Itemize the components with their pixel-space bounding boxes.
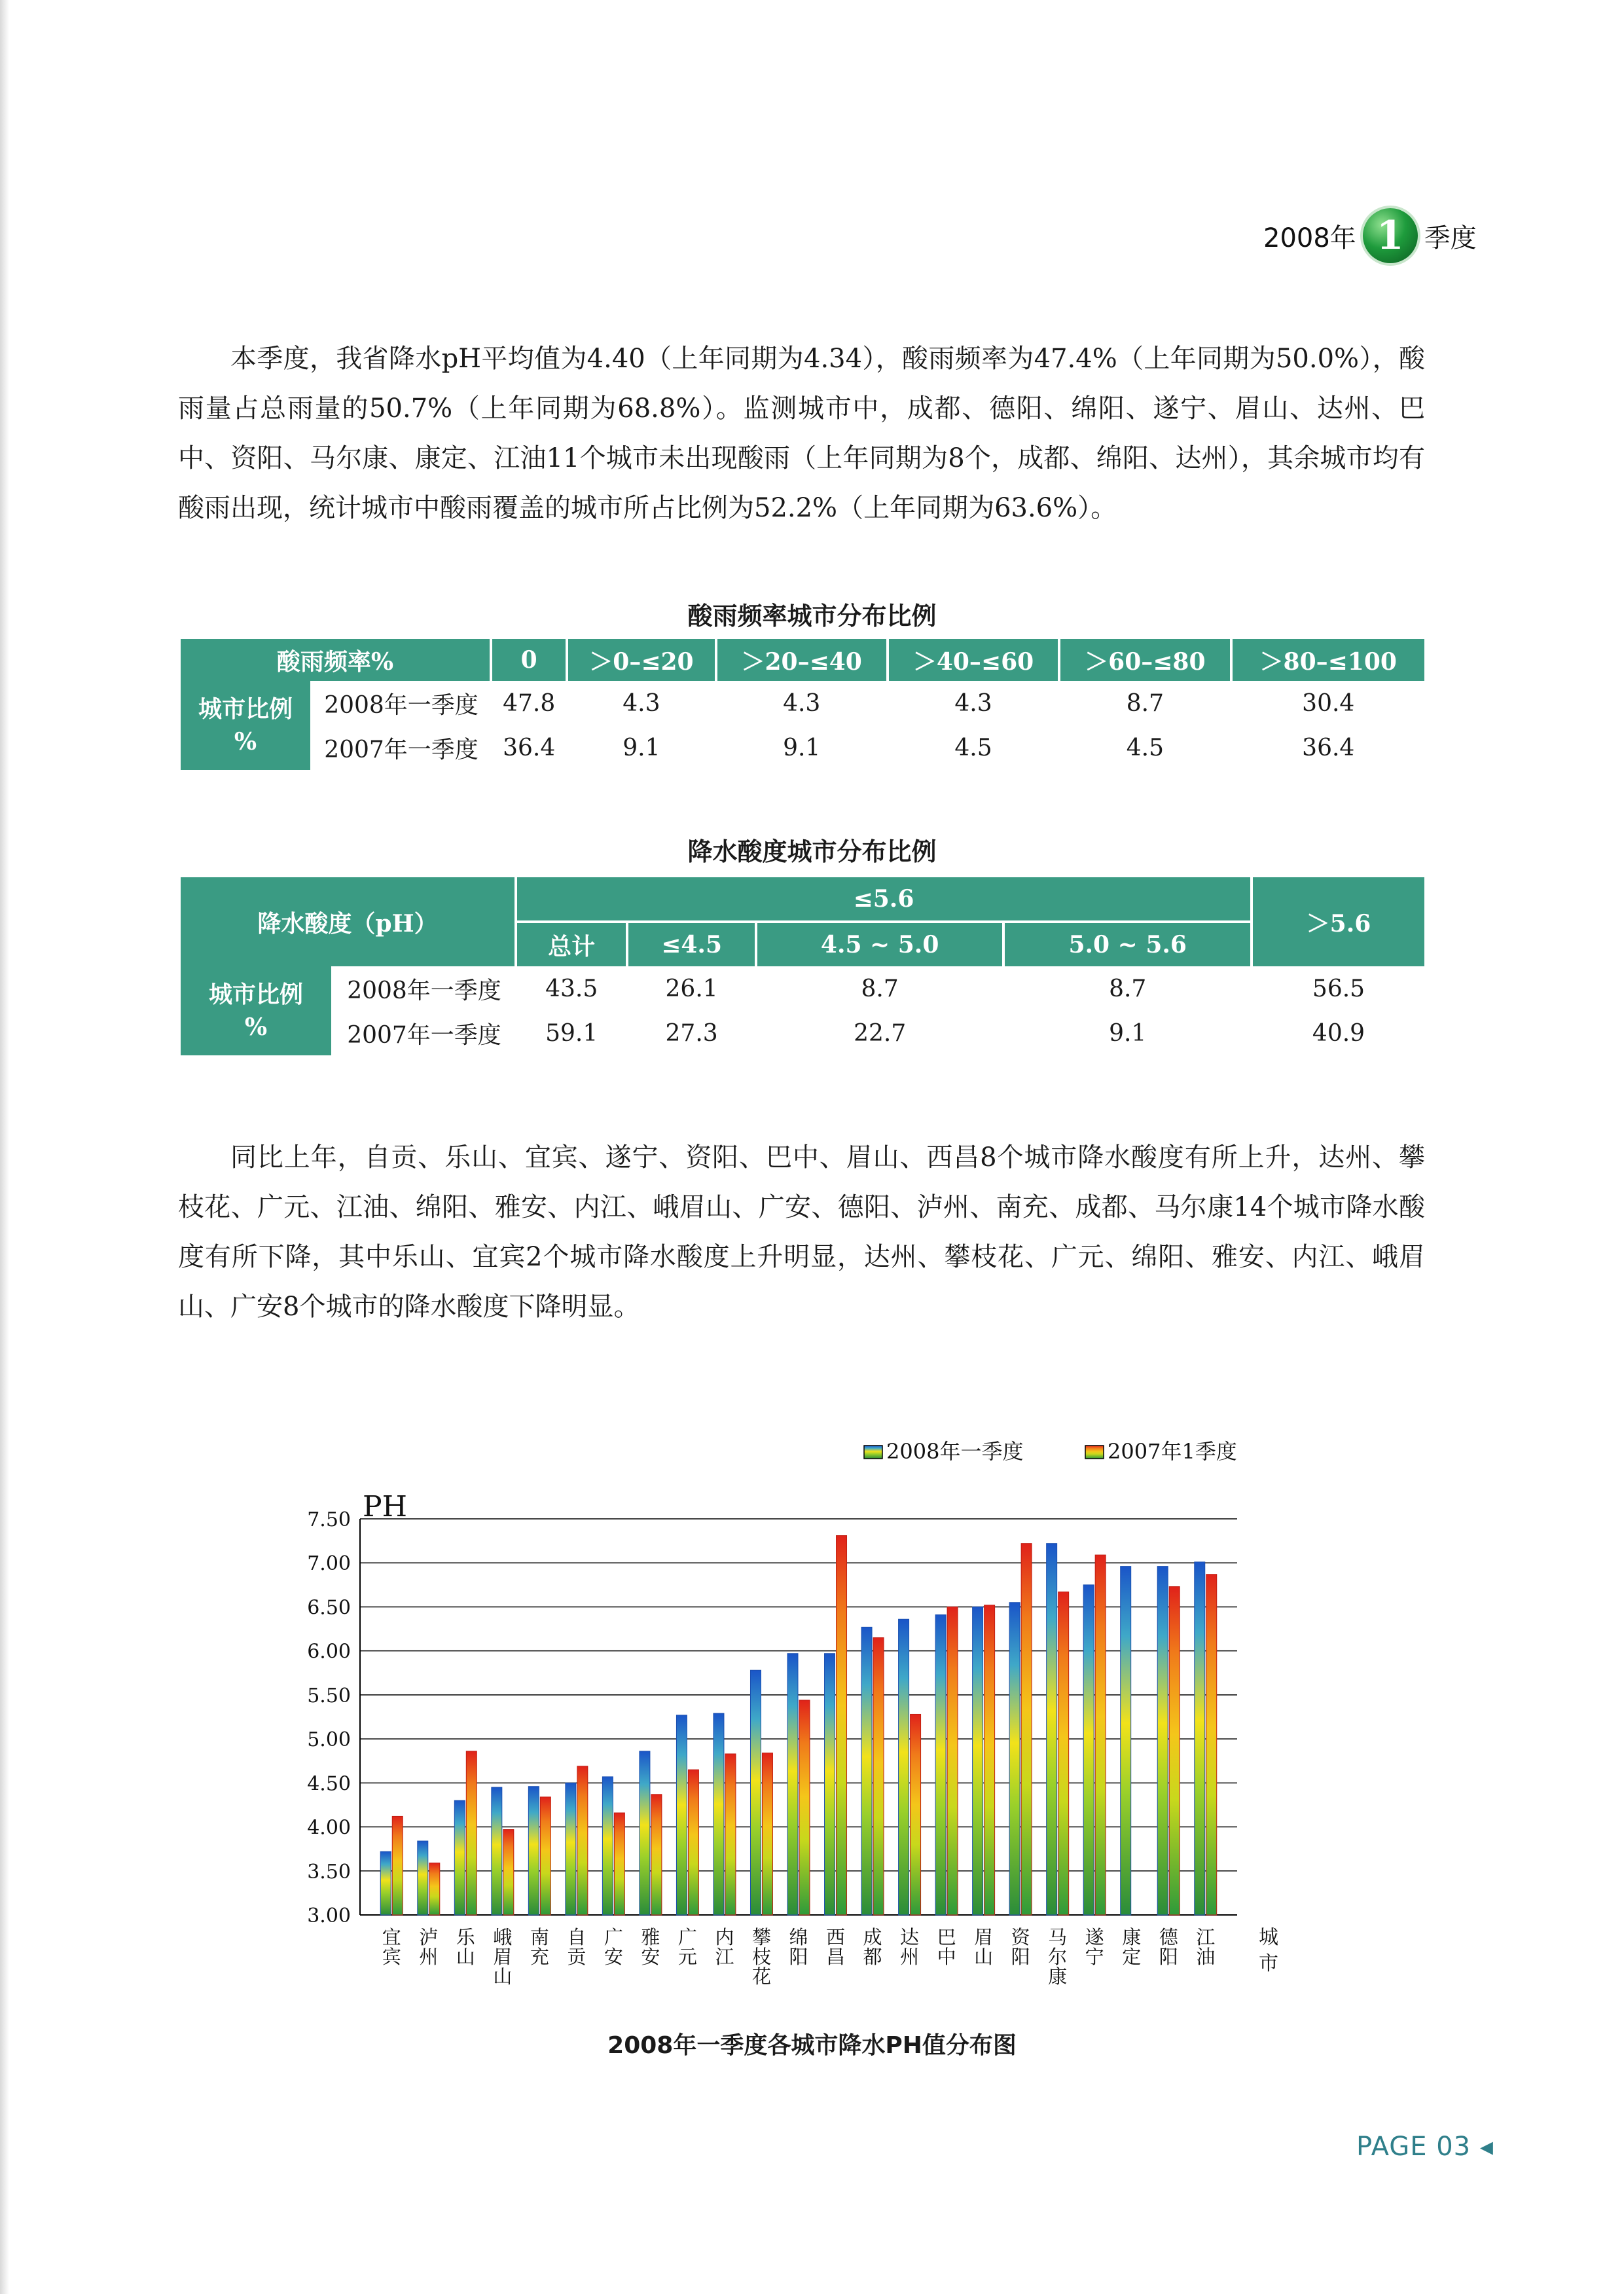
acid-rain-frequency-table [178, 639, 1427, 770]
table2-cell: 8.7 [861, 975, 899, 1002]
x-axis-label: 城市 [1259, 1926, 1278, 1975]
page-number-label: PAGE 03 [1356, 2132, 1471, 2162]
bar-2008 [1157, 1567, 1168, 1915]
legend-label: 2007年1季度 [1108, 1439, 1237, 1464]
bar-2007 [503, 1830, 514, 1915]
bar-2008 [713, 1713, 724, 1915]
x-tick-label: 达州 [900, 1926, 920, 1968]
y-tick-label: 5.00 [307, 1728, 351, 1752]
bar-2007 [392, 1816, 403, 1915]
table2-title: 降水酸度城市分布比例 [687, 837, 937, 866]
x-tick-label: 江油 [1196, 1926, 1216, 1968]
x-tick-label: 乐山 [456, 1926, 475, 1968]
quarter-badge-icon: 1 [1363, 208, 1418, 263]
table1-cell: 47.8 [503, 689, 556, 717]
x-tick-label: 遂宁 [1085, 1926, 1104, 1968]
x-tick-label: 绵阳 [789, 1926, 808, 1968]
bar-2007 [466, 1751, 477, 1915]
table1-cell: 4.3 [783, 689, 821, 717]
y-tick-label: 3.00 [307, 1904, 351, 1927]
comparison-paragraph: 同比上年，自贡、乐山、宜宾、遂宁、资阳、巴中、眉山、西昌8个城市降水酸度有所上升，达州、攀枝花、广元、江油、绵阳、雅安、内江、峨眉山、广安、德阳、泸州、南充、成都、马尔康14个城市降水酸度有所下降，其中乐山、宜宾2个城市降水酸度上升明显，达州、攀枝花、广元、绵阳、雅安、内江、峨眉山、广安8个城市的降水酸度下降明显。 [178, 1142, 1425, 1322]
y-tick-label: 5.50 [307, 1684, 351, 1707]
bar-2007 [1169, 1587, 1180, 1915]
bar-2007 [837, 1536, 847, 1915]
page-number [1356, 2132, 1494, 2162]
bar-2007 [688, 1770, 698, 1915]
table1-col: ＞80–≤100 [1233, 639, 1424, 681]
table2-subcol: 总计 [517, 923, 626, 966]
y-tick-label: 3.50 [307, 1860, 351, 1884]
table1-row-group [181, 681, 310, 770]
x-tick-label: 南充 [530, 1926, 549, 1968]
bar-2008 [454, 1800, 465, 1915]
table1-header-label: 酸雨频率% [181, 639, 490, 681]
intro-paragraph: 本季度，我省降水pH平均值为4.40（上年同期为4.34），酸雨频率为47.4%（上年同期为50.0%），酸雨量占总雨量的50.7%（上年同期为68.8%）。监测城市中，成都、德阳、绵阳、遂宁、眉山、达州、巴中、资阳、马尔康、康定、江油11个城市未出现酸雨（上年同期为8个，成都、绵阳、达州），其余城市均有酸雨出现，统计城市中酸雨覆盖的城市所占比例为52.2%（上年同期为63.6%）。 [178, 344, 1425, 523]
page-arrow-icon: ◂ [1479, 2132, 1494, 2162]
x-tick-label: 内江 [715, 1926, 734, 1968]
table1-row-group-unit: % [234, 728, 257, 756]
x-tick-label: 眉山 [974, 1926, 994, 1968]
bar-2008 [566, 1783, 576, 1915]
table2-row-label: 2007年一季度 [347, 1021, 501, 1049]
bar-2007 [762, 1753, 772, 1915]
legend-label: 2008年一季度 [886, 1439, 1024, 1464]
bar-2008 [787, 1654, 798, 1915]
x-tick-label: 资阳 [1011, 1926, 1030, 1968]
bar-2007 [911, 1714, 921, 1915]
bar-2008 [935, 1615, 946, 1915]
header-quarter-label: 季度 [1424, 223, 1477, 253]
bar-2008 [1009, 1603, 1020, 1915]
page-edge [0, 0, 9, 2294]
chart-legend [864, 1439, 1237, 1464]
bar-2008 [825, 1654, 835, 1915]
table2-subcol: 5.0 ~ 5.6 [1005, 923, 1250, 966]
table1-col: ＞20–≤40 [717, 639, 886, 681]
bar-2008 [676, 1715, 687, 1915]
bar-2007 [873, 1638, 884, 1916]
bar-2007 [947, 1607, 958, 1915]
bar-2008 [973, 1607, 983, 1915]
table2-cell: 27.3 [665, 1019, 718, 1047]
bar-2008 [418, 1841, 428, 1915]
table1-col: 0 [492, 639, 566, 681]
table1-col: ＞0–≤20 [568, 639, 714, 681]
bar-2007 [1058, 1592, 1069, 1915]
bar-2008 [602, 1777, 613, 1915]
quarter-header [1263, 208, 1477, 263]
table2-cell: 40.9 [1312, 1019, 1365, 1047]
bar-2007 [540, 1797, 550, 1915]
table2-cell: 22.7 [854, 1019, 907, 1047]
table1-cell: 4.5 [1126, 734, 1164, 761]
table1-row-label: 2008年一季度 [324, 691, 478, 719]
table2-subcol: 4.5 ~ 5.0 [757, 923, 1003, 966]
table1-cell: 36.4 [503, 734, 556, 761]
bar-2008 [640, 1751, 650, 1915]
table1-cell: 4.5 [954, 734, 992, 761]
table2-col-gt: ＞5.6 [1253, 877, 1424, 966]
table1-cell: 8.7 [1126, 689, 1164, 717]
x-tick-label: 泸州 [419, 1926, 439, 1968]
x-tick-label: 广元 [677, 1926, 697, 1968]
bar-2008 [861, 1627, 872, 1915]
bar-2008 [380, 1851, 391, 1915]
x-tick-label: 峨眉山 [493, 1926, 513, 1988]
bar-2008 [1195, 1562, 1205, 1915]
bar-2007 [984, 1605, 995, 1915]
precipitation-acidity-table [178, 877, 1427, 1055]
table1-cell: 9.1 [623, 734, 660, 761]
table2-row-label: 2008年一季度 [347, 977, 501, 1004]
bar-2007 [799, 1700, 810, 1915]
table2-row-group [181, 966, 331, 1055]
x-tick-label: 马尔康 [1048, 1926, 1068, 1988]
x-tick-label: 巴中 [937, 1926, 956, 1968]
bar-2008 [1047, 1544, 1057, 1915]
x-tick-label: 宜宾 [382, 1926, 401, 1968]
x-tick-label: 康定 [1122, 1926, 1142, 1968]
table2-cell: 43.5 [545, 975, 598, 1002]
table2-row-group-unit: % [244, 1013, 268, 1041]
table1-cell: 30.4 [1302, 689, 1355, 717]
table2-cell: 59.1 [545, 1019, 598, 1047]
bar-2008 [492, 1787, 502, 1915]
bar-2007 [1206, 1575, 1217, 1915]
y-tick-label: 4.00 [307, 1816, 351, 1840]
x-tick-label: 雅安 [641, 1926, 660, 1968]
table1-cell: 4.3 [623, 689, 660, 717]
table1-cell: 36.4 [1302, 734, 1355, 761]
table1-cell: 9.1 [783, 734, 821, 761]
table1-col: ＞60–≤80 [1060, 639, 1229, 681]
table2-subcol: ≤4.5 [628, 923, 755, 966]
bar-2008 [750, 1670, 761, 1915]
bar-2007 [725, 1754, 736, 1915]
table1-row-group-label: 城市比例 [198, 695, 293, 723]
table1-cell: 4.3 [954, 689, 992, 717]
y-tick-label: 7.50 [307, 1508, 351, 1531]
bar-2007 [429, 1863, 440, 1915]
table2-cell: 26.1 [665, 975, 718, 1002]
table2-cell: 9.1 [1109, 1019, 1147, 1047]
header-year: 2008年 [1263, 223, 1356, 253]
bar-2007 [614, 1813, 624, 1915]
table2-header-label: 降水酸度（pH） [181, 877, 514, 966]
bar-2008 [1121, 1567, 1131, 1915]
bar-2008 [899, 1619, 909, 1915]
legend-swatch [1085, 1446, 1104, 1459]
table2-cell: 8.7 [1109, 975, 1147, 1002]
legend-swatch [864, 1446, 882, 1459]
y-tick-label: 6.50 [307, 1596, 351, 1620]
bar-2008 [1083, 1585, 1094, 1915]
chart-caption: 2008年一季度各城市降水PH值分布图 [607, 2032, 1017, 2059]
table2-group-le: ≤5.6 [517, 877, 1250, 923]
y-tick-label: 6.00 [307, 1640, 351, 1664]
chart-bars [380, 1536, 1216, 1915]
x-tick-label: 西昌 [826, 1926, 846, 1968]
table2-cell: 56.5 [1312, 975, 1365, 1002]
bar-2007 [1021, 1544, 1032, 1915]
bar-2008 [528, 1787, 539, 1915]
ph-bar-chart [288, 1427, 1309, 2003]
bar-2007 [651, 1794, 662, 1915]
x-tick-label: 攀枝花 [751, 1926, 771, 1988]
x-tick-label: 成都 [863, 1926, 882, 1968]
y-tick-label: 7.00 [307, 1552, 351, 1576]
table1-row-label: 2007年一季度 [324, 736, 478, 763]
y-tick-label: 4.50 [307, 1772, 351, 1796]
y-axis-label: PH [363, 1490, 407, 1523]
table1-title: 酸雨频率城市分布比例 [687, 602, 937, 630]
x-tick-label: 自贡 [567, 1926, 586, 1968]
bar-2007 [1095, 1555, 1106, 1915]
x-tick-label: 广安 [604, 1926, 623, 1968]
bar-2007 [577, 1766, 588, 1915]
table1-col: ＞40–≤60 [889, 639, 1058, 681]
x-tick-label: 德阳 [1159, 1926, 1178, 1968]
table2-row-group-label: 城市比例 [208, 981, 303, 1008]
